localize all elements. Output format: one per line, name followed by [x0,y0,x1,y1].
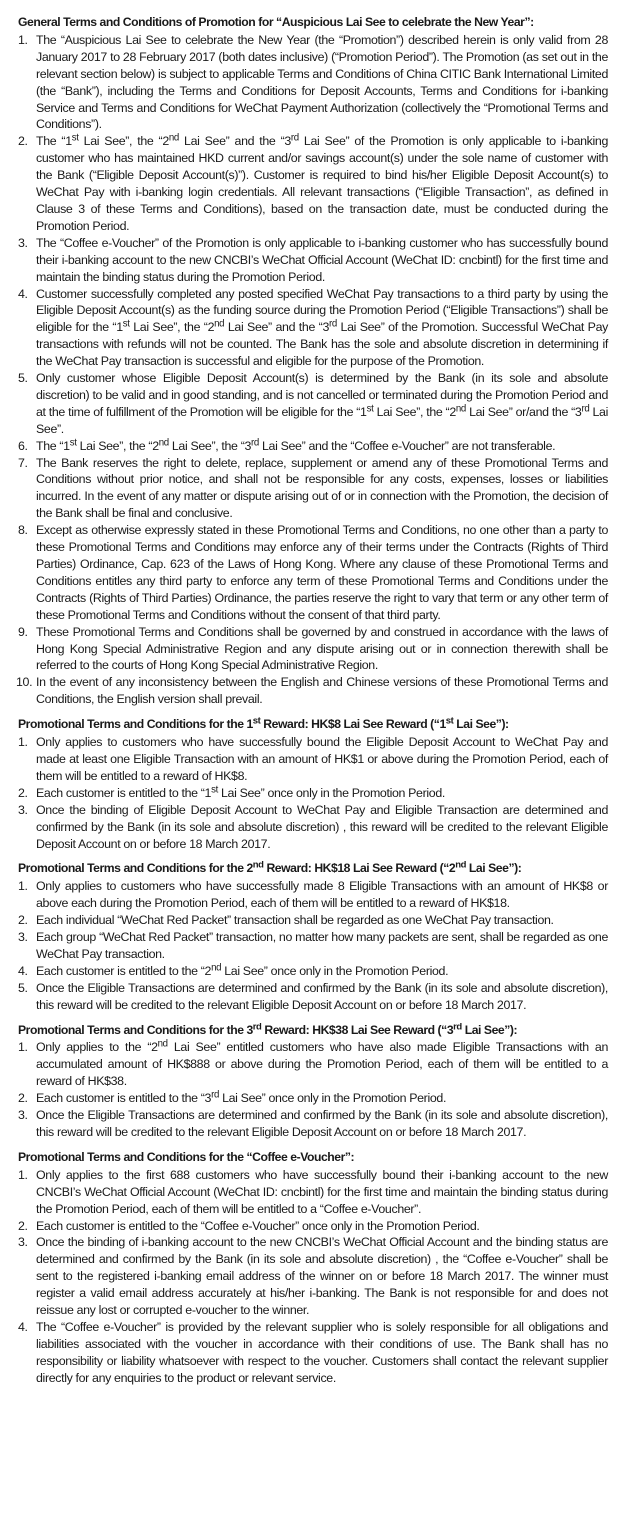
clause-item [18,674,608,708]
clause-number: 1. [18,1167,28,1182]
clause-number: 1. [18,1040,28,1055]
clause-text: Only applies to the first 688 customers who have successfully bound their i-banking account to the new CNCBI’s WeChat Official Account (WeChat ID: cncbintl) for the first time and maintain the binding status during the Promotion Period, each of them will be entitled to a “Coffee e-Voucher”. [36,1167,608,1216]
clause-item [18,802,608,853]
section-second-reward [18,860,608,1013]
clause-number: 2. [18,785,28,800]
clause-text: Once the Eligible Transactions are determined and confirmed by the Bank (in its sole and absolute discretion), this reward will be credited to the relevant Eligible Deposit Account on or before 18 March 2017. [36,980,608,1012]
clause-text: The “Coffee e-Voucher” of the Promotion is only applicable to i-banking customer who has successfully bound their i-banking account to the new CNCBI’s WeChat Official Account (WeChat ID: cncbintl) for the first time and maintain the binding status during the Promotion Period. [36,235,608,284]
clause-list [18,1039,608,1140]
clause-text: Each individual “WeChat Red Packet” transaction shall be regarded as one WeChat Pay transaction. [36,913,554,928]
clause-number: 10. [16,675,33,690]
clause-number: 3. [18,1235,28,1250]
clause-text: The “Coffee e-Voucher” is provided by the relevant supplier who is solely responsible for all obligations and liabilities associated with the voucher in accordance with their conditions of use. The Bank shall has no responsibility or liability whatsoever with respect to the voucher. Customers shall contact the relevant supplier directly for any enquiries to the product or relevant service. [36,1319,608,1385]
clause-number: 4. [18,286,28,301]
clause-item [18,624,608,675]
clause-number: 7. [18,455,28,470]
clause-item [18,235,608,286]
clause-text: Each customer is entitled to the “Coffee e-Voucher” once only in the Promotion Period. [36,1218,480,1233]
clause-item [18,438,608,455]
clause-text: The “1st Lai See”, the “2nd Lai See” and the “3rd Lai See” of the Promotion is only applicable to i-banking customer who has maintained HKD current and/or savings account(s) under the sole name of customer with the Bank (“Eligible Deposit Account(s)”). Customer is required to bind his/her Eligible Deposit Account(s) to WeChat Pay with i-banking login credentials. All relevant transactions (“Eligible Transaction”, as defined in Clause 3 of these Terms and Conditions), based on the transaction date, must be conducted during the Promotion Period. [36,133,608,233]
clause-text: Once the binding of i-banking account to the new CNCBI’s WeChat Official Account and the binding status are determined and confirmed by the Bank (in its sole and absolute discretion) , the “Coffee e-Voucher” shall be sent to the registered i-banking email address of the winner on or before 18 March 2017. The winner must register a valid email address accurately at his/her i-banking. The Bank is not responsible for and does not reissue any lost or corrupted e-voucher to the winner. [36,1235,608,1318]
clause-number: 3. [18,235,28,250]
clause-number: 5. [18,371,28,386]
clause-number: 3. [18,802,28,817]
clause-list [18,878,608,1013]
clause-item [18,286,608,371]
clause-number: 2. [18,1218,28,1233]
clause-number: 2. [18,134,28,149]
clause-text: Each group “WeChat Red Packet” transaction, no matter how many packets are sent, shall be regarded as one WeChat Pay transaction. [36,930,608,961]
clause-text: Except as otherwise expressly stated in these Promotional Terms and Conditions, no one other than a party to these Promotional Terms and Conditions may enforce any of their terms under the Contracts (Rights of Third Parties) Ordinance, Cap. 623 of the Laws of Hong Kong. Where any clause of these Promotional Terms and Conditions entitles any third party to enforce any term of these Promotional Terms and Conditions under the Contracts (Rights of Third Parties) Ordinance, the parties reserve the right to vary that term or any other term of these Promotional Terms and Conditions without the consent of that third party. [36,523,608,622]
clause-number: 2. [18,1091,28,1106]
clause-text: Each customer is entitled to the “1st Lai See” once only in the Promotion Period. [36,784,445,800]
clause-number: 3. [18,930,28,945]
clause-text: Only applies to the “2nd Lai See” entitled customers who have also made Eligible Transactions with an accumulated amount of HK$888 or above during the Promotion Period, each of them will be entitled to a reward of HK$38. [36,1039,608,1089]
section-heading: Promotional Terms and Conditions for the 2nd Reward: HK$18 Lai See Reward (“2nd Lai See”): [18,860,522,876]
clause-item [18,1167,608,1218]
clause-number: 8. [18,523,28,538]
clause-item [18,32,608,133]
section-general-terms [18,14,608,708]
clause-item [18,980,608,1014]
clause-number: 9. [18,624,28,639]
section-heading: Promotional Terms and Conditions for the “Coffee e-Voucher”: [18,1149,355,1164]
clause-item [18,1234,608,1319]
clause-list [18,32,608,708]
clause-item [18,929,608,963]
clause-text: Each customer is entitled to the “2nd Lai See” once only in the Promotion Period. [36,962,449,978]
clause-text: Once the Eligible Transactions are determined and confirmed by the Bank (in its sole and absolute discretion), this reward will be credited to the relevant Eligible Deposit Account on or before 18 March 2017. [36,1108,608,1139]
clause-item [18,785,608,802]
clause-text: The “1st Lai See”, the “2nd Lai See”, the “3rd Lai See” and the “Coffee e-Voucher” are not transferable. [36,437,556,453]
clause-text: Customer successfully completed any posted specified WeChat Pay transactions to a third party by using the Eligible Deposit Account(s) as the funding source during the Promotion Period (“Eligible Transactions”) shall be eligible for the “1st Lai See”, the “2nd Lai See” and the “3rd Lai See” of the Promotion. Successful WeChat Pay transactions with refunds will not be counted. The Bank has the sole and absolute discretion in determining if the WeChat Pay transaction is successful and eligible for the purpose of the Promotion. [36,286,608,369]
clause-item [18,370,608,438]
clause-list [18,734,608,852]
section-heading: Promotional Terms and Conditions for the 1st Reward: HK$8 Lai See Reward (“1st Lai See”): [18,715,509,732]
clause-text: Only customer whose Eligible Deposit Account(s) is determined by the Bank (in its sole and absolute discretion) to be valid and in good standing, and is not cancelled or terminated during the Promotion Period and at the time of fulfillment of the Promotion will be eligible for the “1st Lai See”, the “2nd Lai See” or/and the “3rd Lai See”. [36,371,608,436]
clause-item [18,1090,608,1107]
clause-list [18,1167,608,1387]
clause-item [18,734,608,785]
clause-item [18,1107,608,1141]
clause-item [18,455,608,523]
clause-item [18,1218,608,1235]
clause-text: Each customer is entitled to the “3rd Lai See” once only in the Promotion Period. [36,1089,447,1106]
clause-item [18,878,608,912]
clause-item [18,1319,608,1387]
clause-text: Only applies to customers who have successfully made 8 Eligible Transactions with an amount of HK$8 or above each during the Promotion Period, each of them will be entitled to a reward of HK$18. [36,879,608,911]
clause-number: 1. [18,879,28,894]
clause-text: Only applies to customers who have successfully bound the Eligible Deposit Account to WeChat Pay and made at least one Eligible Transaction with an amount of HK$1 or above during the Promotion Period, each of them will be entitled to a reward of HK$8. [36,735,608,783]
section-heading: General Terms and Conditions of Promotion for “Auspicious Lai See to celebrate the New Year”: [18,15,534,29]
section-first-reward [18,716,608,852]
section-heading: Promotional Terms and Conditions for the 3rd Reward: HK$38 Lai See Reward (“3rd Lai See”): [18,1021,518,1037]
clause-text: Once the binding of Eligible Deposit Account to WeChat Pay and Eligible Transaction are determined and confirmed by the Bank (in its sole and absolute discretion) , this reward will be credited to the relevant Eligible Deposit Account on or before 18 March 2017. [36,802,608,851]
clause-number: 5. [18,980,28,995]
clause-number: 4. [18,1319,28,1334]
clause-text: The Bank reserves the right to delete, replace, supplement or amend any of these Promotional Terms and Conditions without prior notice, and shall not be responsible for any costs, expenses, losses or liabilities incurred. In the event of any matter or dispute arising out of or in connection with the Promotion, the decision of the Bank shall be final and conclusive. [36,455,608,521]
clause-item [18,522,608,623]
clause-item [18,1039,608,1090]
clause-text: In the event of any inconsistency between the English and Chinese versions of these Promotional Terms and Conditions, the English version shall prevail. [36,675,608,707]
section-coffee-voucher [18,1149,608,1387]
clause-item [18,133,608,234]
clause-number: 6. [18,438,28,453]
clause-text: These Promotional Terms and Conditions shall be governed by and construed in accordance with the laws of Hong Kong Special Administrative Region and any dispute arising out or in connection therewith shall be referred to the courts of Hong Kong Special Administrative Region. [36,624,608,673]
clause-number: 1. [18,735,28,750]
clause-item [18,963,608,980]
clause-text: The “Auspicious Lai See to celebrate the New Year (the “Promotion”) described herein is only valid from 28 January 2017 to 28 February 2017 (both dates inclusive) (“Promotion Period”). The Promotion (as set out in the relevant section below) is subject to applicable Terms and Conditions of China CITIC Bank International Limited (the “Bank”), including the Terms and Conditions for Deposit Accounts, Terms and Conditions for i-banking Service and Terms and Conditions for WeChat Payment Authorization (collectively the “Promotional Terms and Conditions”). [36,32,608,132]
clause-number: 4. [18,963,28,978]
clause-number: 2. [18,913,28,928]
clause-number: 3. [18,1108,28,1123]
clause-item [18,912,608,929]
section-third-reward [18,1022,608,1141]
clause-number: 1. [18,32,28,47]
